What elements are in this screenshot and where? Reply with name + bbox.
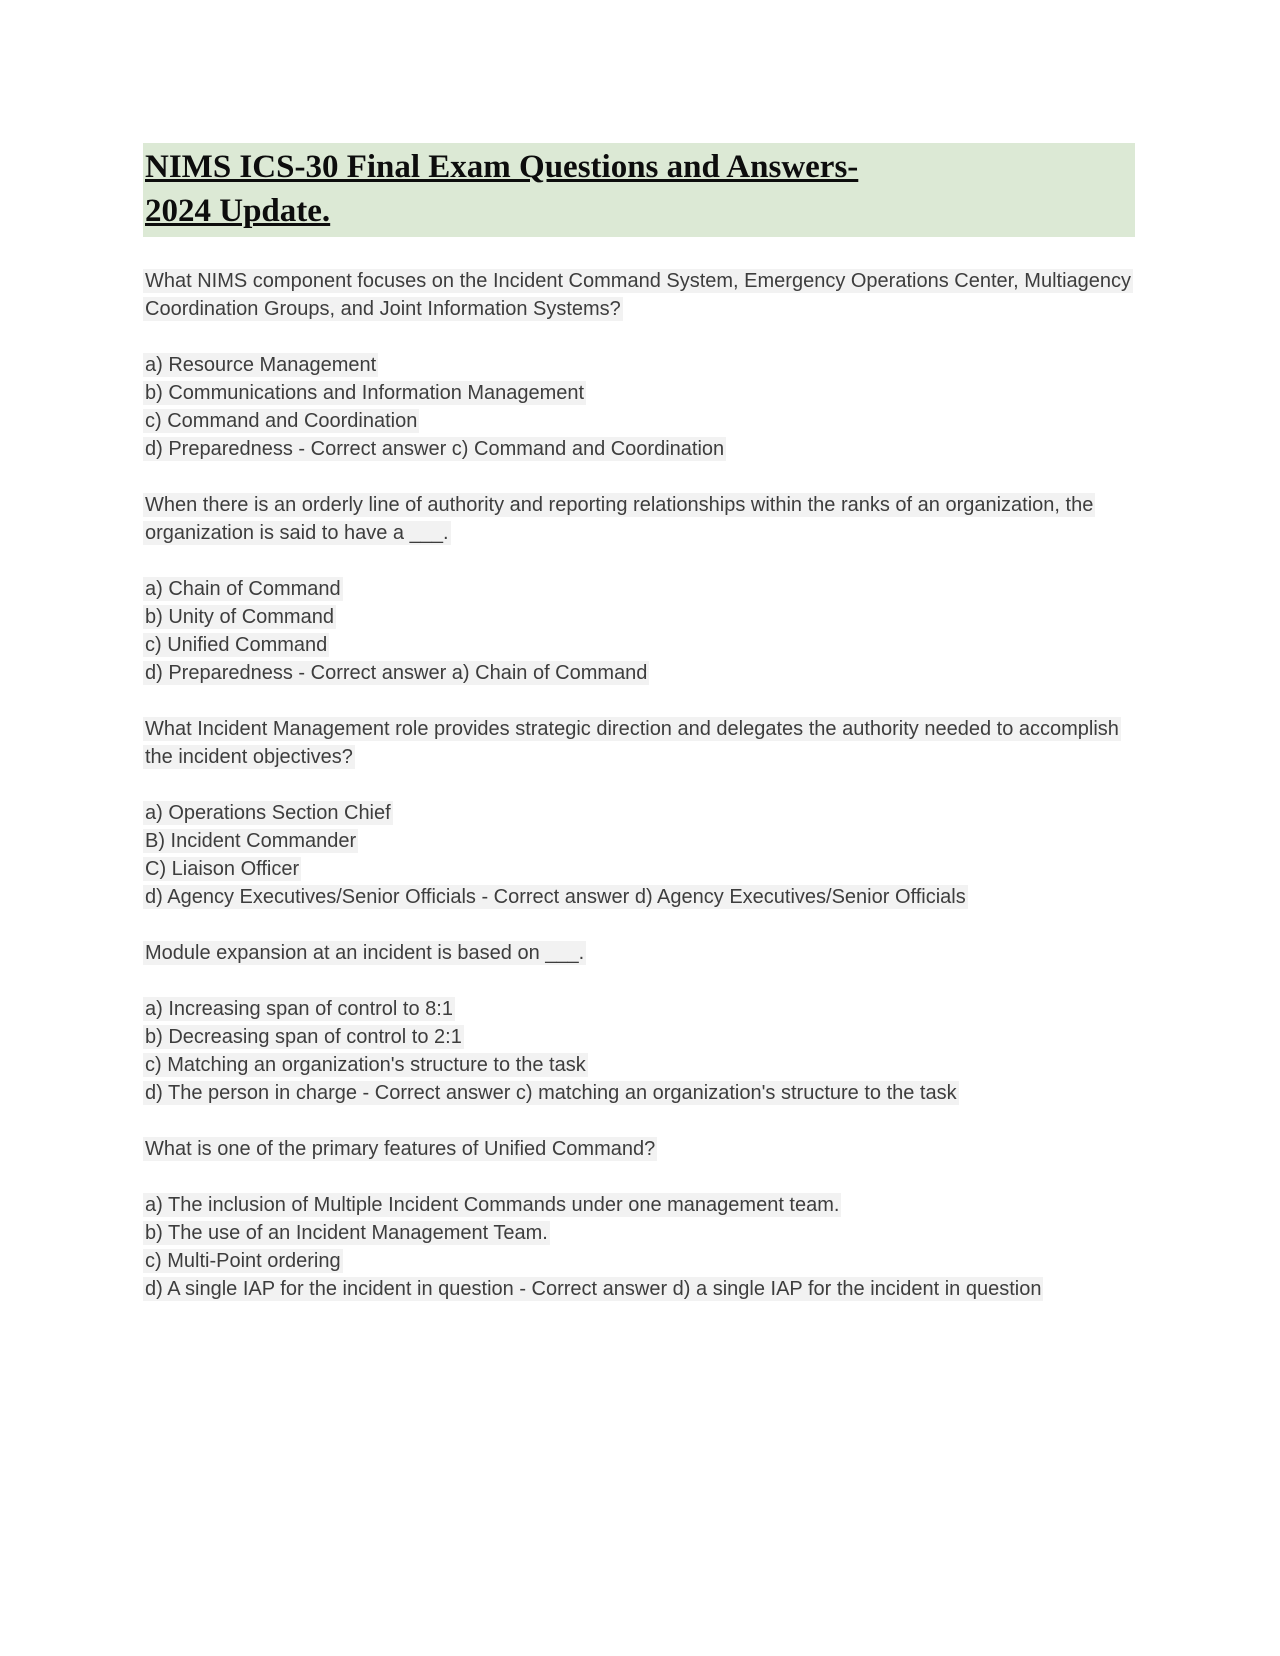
option-text-highlight: a) Chain of Command xyxy=(145,578,341,600)
option-text-highlight: d) Preparedness - Correct answer a) Chain of Command xyxy=(145,662,648,684)
options-list xyxy=(143,351,1135,463)
question-text xyxy=(143,1135,1135,1163)
option-text-highlight: b) Decreasing span of control to 2:1 xyxy=(145,1026,462,1048)
question-block xyxy=(143,267,1135,463)
option-text-highlight: b) Communications and Information Management xyxy=(145,382,585,404)
option-line xyxy=(143,659,1135,687)
option-text-highlight: a) The inclusion of Multiple Incident Commands under one management team. xyxy=(145,1194,840,1216)
option-line xyxy=(143,1051,1135,1079)
question-block xyxy=(143,939,1135,1107)
question-text-highlight: When there is an orderly line of authority and reporting relationships within the ranks of an organization, the organization is said to have a ___. xyxy=(145,494,1094,544)
option-text-highlight: B) Incident Commander xyxy=(145,830,357,852)
option-line xyxy=(143,995,1135,1023)
option-text-highlight: C) Liaison Officer xyxy=(145,858,300,880)
option-text-highlight: d) Preparedness - Correct answer c) Command and Coordination xyxy=(145,438,725,460)
question-text xyxy=(143,939,1135,967)
option-line xyxy=(143,631,1135,659)
question-text-highlight: What NIMS component focuses on the Incident Command System, Emergency Operations Center, Multiagency Coordination Groups, and Joint Information Systems? xyxy=(145,270,1132,320)
option-text-highlight: c) Unified Command xyxy=(145,634,328,656)
question-text-highlight: What Incident Management role provides strategic direction and delegates the authority needed to accomplish the incident objectives? xyxy=(145,718,1119,768)
option-text-highlight: b) The use of an Incident Management Team. xyxy=(145,1222,548,1244)
question-text xyxy=(143,715,1135,771)
page-title-line-2: 2024 Update. xyxy=(145,193,331,229)
option-line xyxy=(143,379,1135,407)
option-line xyxy=(143,603,1135,631)
option-text-highlight: c) Multi-Point ordering xyxy=(145,1250,341,1272)
option-line xyxy=(143,799,1135,827)
options-list xyxy=(143,1191,1135,1303)
option-text-highlight: d) A single IAP for the incident in question - Correct answer d) a single IAP for the incident in question xyxy=(145,1278,1042,1300)
option-line xyxy=(143,575,1135,603)
page-title-line-1: NIMS ICS-30 Final Exam Questions and Answers- xyxy=(145,149,859,185)
question-text-highlight: What is one of the primary features of Unified Command? xyxy=(145,1138,656,1160)
option-line xyxy=(143,351,1135,379)
question-text xyxy=(143,267,1135,323)
options-list xyxy=(143,995,1135,1107)
option-line xyxy=(143,827,1135,855)
option-line xyxy=(143,1219,1135,1247)
option-text-highlight: a) Resource Management xyxy=(145,354,377,376)
option-line xyxy=(143,1079,1135,1107)
question-block xyxy=(143,715,1135,911)
questions-list xyxy=(143,267,1135,1303)
option-text-highlight: d) Agency Executives/Senior Officials - Correct answer d) Agency Executives/Senior Officials xyxy=(145,886,966,908)
option-line xyxy=(143,1191,1135,1219)
option-line xyxy=(143,1275,1135,1303)
option-text-highlight: c) Matching an organization's structure to the task xyxy=(145,1054,586,1076)
option-line xyxy=(143,407,1135,435)
option-text-highlight: d) The person in charge - Correct answer c) matching an organization's structure to the task xyxy=(145,1082,957,1104)
option-line xyxy=(143,855,1135,883)
question-block xyxy=(143,1135,1135,1303)
option-text-highlight: a) Increasing span of control to 8:1 xyxy=(145,998,453,1020)
options-list xyxy=(143,575,1135,687)
option-text-highlight: c) Command and Coordination xyxy=(145,410,418,432)
question-text-highlight: Module expansion at an incident is based on ___. xyxy=(145,942,585,964)
option-line xyxy=(143,435,1135,463)
option-line xyxy=(143,1023,1135,1051)
question-text xyxy=(143,491,1135,547)
option-line xyxy=(143,1247,1135,1275)
page-title xyxy=(143,143,1135,237)
options-list xyxy=(143,799,1135,911)
option-text-highlight: a) Operations Section Chief xyxy=(145,802,391,824)
question-block xyxy=(143,491,1135,687)
option-text-highlight: b) Unity of Command xyxy=(145,606,334,628)
option-line xyxy=(143,883,1135,911)
